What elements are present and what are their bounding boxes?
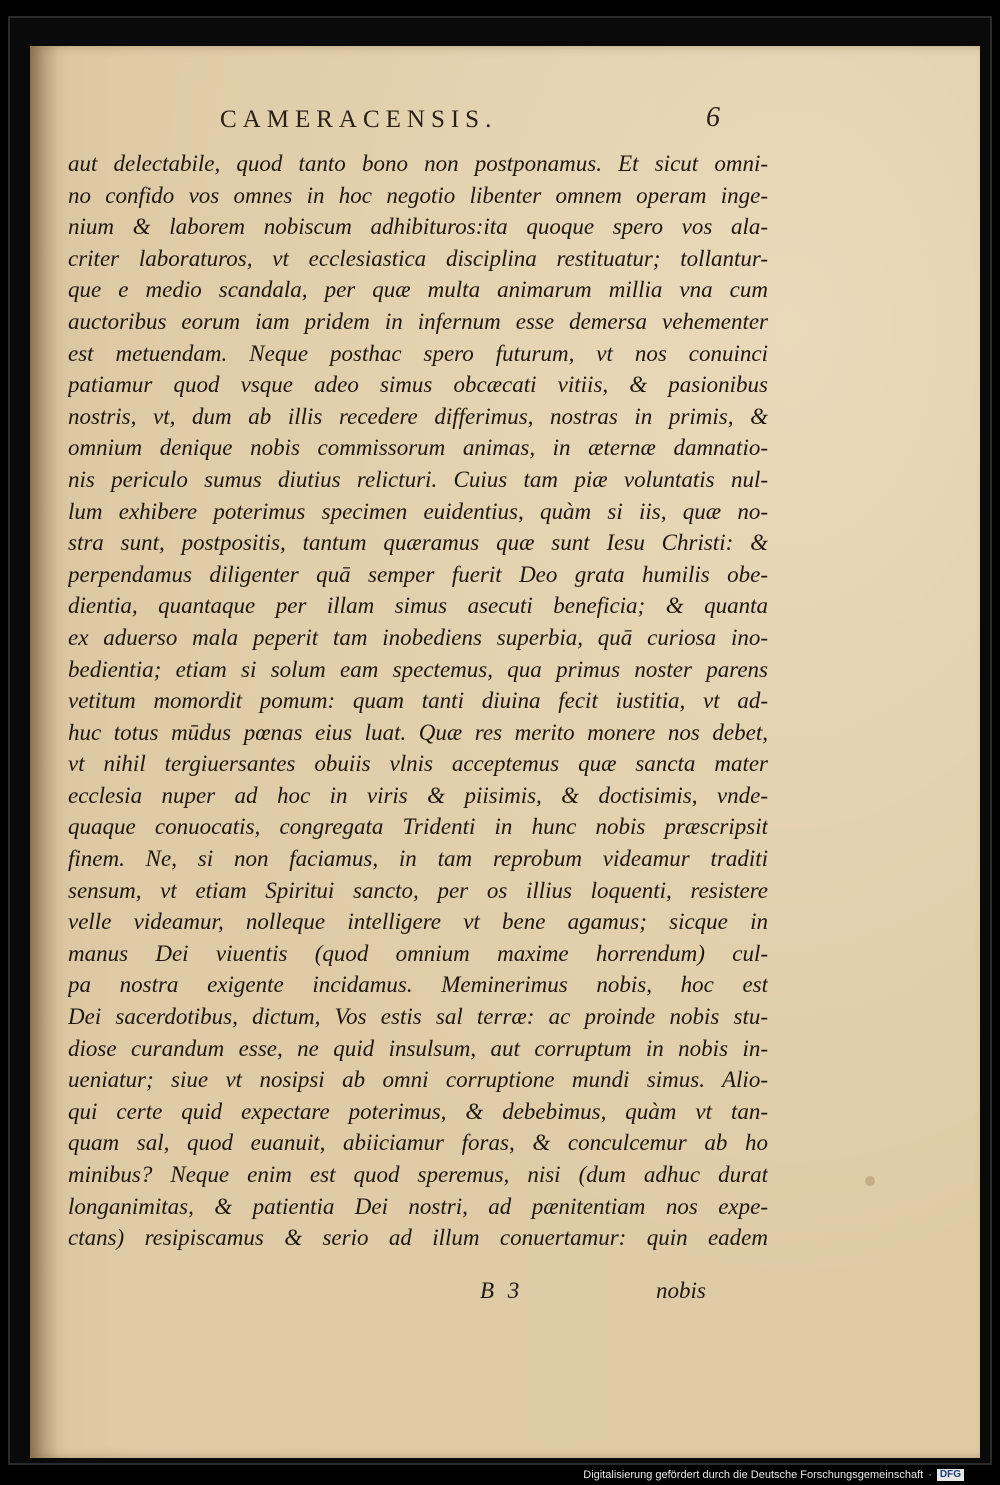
ink-spot (865, 1176, 875, 1186)
text-line: ueniatur; siue vt nosipsi ab omni corruptione mundi simus. Alio- (68, 1067, 768, 1093)
text-line: que e medio scandala, per quæ multa animarum millia vna cum (68, 277, 768, 303)
text-line: longanimitas, & patientia Dei nostri, ad pænitentiam nos expe- (68, 1193, 768, 1219)
text-line: stra sunt, postpositis, tantum quæramus quæ sunt Iesu Christi: & (68, 530, 768, 556)
text-line: nostris, vt, dum ab illis recedere differimus, nostras in primis, & (68, 403, 768, 429)
digitization-credit: Digitalisierung gefördert durch die Deutsche Forschungsgemeinschaft · DFG (583, 1469, 964, 1481)
text-line: ctans) resipiscamus & serio ad illum conuertamur: quin eadem (68, 1225, 768, 1251)
page-number: 6 (706, 102, 720, 133)
text-line: lum exhibere poterimus specimen euidentius, quàm si iis, quæ no- (68, 498, 768, 524)
text-line: sensum, vt etiam Spiritui sancto, per os illius loquenti, resistere (68, 877, 768, 903)
running-head (30, 102, 980, 142)
text-line: nium & laborem nobiscum adhibituros:ita quoque spero vos ala- (68, 214, 768, 240)
spine-shadow (30, 46, 58, 1458)
running-title: CAMERACENSIS. (220, 106, 498, 133)
text-line: nis periculo sumus diutius relicturi. Cuius tam piæ voluntatis nul- (68, 466, 768, 492)
text-line: bedientia; etiam si solum eam spectemus, qua primus noster parens (68, 656, 768, 682)
text-line: qui certe quid expectare poterimus, & debebimus, quàm vt tan- (68, 1098, 768, 1124)
text-line: auctoribus eorum iam pridem in infernum esse demersa vehementer (68, 308, 768, 334)
text-line: omnium denique nobis commissorum animas, in æternæ damnatio- (68, 435, 768, 461)
text-line: est metuendam. Neque posthac spero futurum, vt nos conuinci (68, 340, 768, 366)
dfg-logo: DFG (937, 1469, 964, 1481)
text-line: no confido vos omnes in hoc negotio libenter omnem operam inge- (68, 182, 768, 208)
text-line: diose curandum esse, ne quid insulsum, aut corruptum in nobis in- (68, 1035, 768, 1061)
text-line: velle videamur, nolleque intelligere vt bene agamus; sicque in (68, 909, 768, 935)
text-line: quam sal, quod euanuit, abiiciamur foras, & conculcemur ab ho (68, 1130, 768, 1156)
text-line: vetitum momordit pomum: quam tanti diuina fecit iustitia, vt ad- (68, 688, 768, 714)
digitization-credit-text: Digitalisierung gefördert durch die Deutsche Forschungsgemeinschaft (583, 1469, 924, 1481)
page-footer (30, 1278, 980, 1310)
text-line: huc totus mūdus pœnas eius luat. Quæ res merito monere nos debet, (68, 719, 768, 745)
text-line: ex aduerso mala peperit tam inobediens superbia, quā curiosa ino- (68, 624, 768, 650)
text-line: quaque conuocatis, congregata Tridenti in hunc nobis præscripsit (68, 814, 768, 840)
text-line: patiamur quod vsque adeo simus obcæcati vitiis, & pasionibus (68, 372, 768, 398)
text-line: aut delectabile, quod tanto bono non postponamus. Et sicut omni- (68, 151, 768, 176)
text-line: manus Dei viuentis (quod omnium maxime horrendum) cul- (68, 940, 768, 966)
text-line: ecclesia nuper ad hoc in viris & piisimis, & doctisimis, vnde- (68, 782, 768, 808)
book-page (30, 46, 980, 1458)
text-line: criter laboraturos, vt ecclesiastica disciplina restituatur; tollantur- (68, 245, 768, 271)
text-line: perpendamus diligenter quā semper fuerit Deo grata humilis obe- (68, 561, 768, 587)
text-line: Dei sacerdotibus, dictum, Vos estis sal terræ: ac proinde nobis stu- (68, 1004, 768, 1030)
text-line: pa nostra exigente incidamus. Meminerimus nobis, hoc est (68, 972, 768, 998)
text-line: vt nihil tergiuersantes obuiis vlnis acceptemus quæ sancta mater (68, 751, 768, 777)
body-text (68, 148, 768, 1254)
signature-mark: B 3 (480, 1278, 524, 1303)
catchword: nobis (656, 1278, 706, 1303)
text-line: minibus? Neque enim est quod speremus, nisi (dum adhuc durat (68, 1162, 768, 1187)
text-line: dientia, quantaque per illam simus asecuti beneficia; & quanta (68, 593, 768, 619)
text-line: finem. Ne, si non faciamus, in tam reprobum videamur traditi (68, 846, 768, 872)
